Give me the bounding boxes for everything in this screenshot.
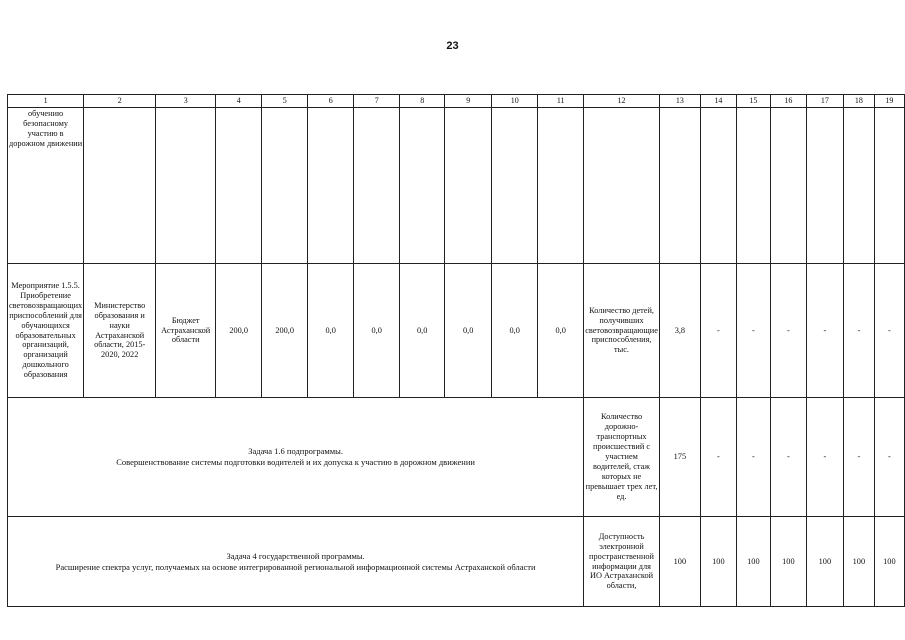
indicator-value: -	[770, 398, 806, 517]
indicator-cell: Количество дорожно-транспортных происшествий с участием водителей, стаж которых не превышает трех лет, ед.	[584, 398, 660, 517]
funding-source-cell: Бюджет Астраханской области	[156, 264, 216, 398]
empty-cell	[584, 108, 660, 264]
table-row	[8, 264, 905, 398]
executor-cell: Министерство образования и науки Астраханской области, 2015-2020, 2022	[84, 264, 156, 398]
empty-cell	[84, 108, 156, 264]
page-number: 23	[446, 40, 459, 52]
empty-cell	[538, 108, 584, 264]
column-number: 7	[354, 95, 400, 108]
column-number: 3	[156, 95, 216, 108]
task-title: Задача 1.6 подпрограммы.	[248, 446, 343, 457]
amount-cell: 0,0	[400, 264, 445, 398]
empty-cell	[874, 108, 904, 264]
table-row	[8, 398, 905, 517]
indicator-value: -	[736, 264, 770, 398]
column-number: 17	[806, 95, 843, 108]
indicator-value: 100	[700, 517, 736, 607]
indicator-value: 3,8	[659, 264, 700, 398]
indicator-value: 100	[659, 517, 700, 607]
column-number: 1	[8, 95, 84, 108]
column-number: 8	[400, 95, 445, 108]
empty-cell	[262, 108, 308, 264]
table-row	[8, 108, 905, 264]
indicator-value: -	[700, 398, 736, 517]
indicator-value: -	[770, 264, 806, 398]
column-number: 5	[262, 95, 308, 108]
task-text: Совершенствование системы подготовки водителей и их допуска к участию в дорожном движении	[116, 457, 475, 467]
empty-cell	[216, 108, 262, 264]
amount-cell: 0,0	[354, 264, 400, 398]
task-cell	[8, 398, 584, 517]
empty-cell	[659, 108, 700, 264]
column-number: 15	[736, 95, 770, 108]
program-table	[7, 94, 905, 607]
amount-cell: 0,0	[308, 264, 354, 398]
indicator-value: 100	[770, 517, 806, 607]
column-number: 14	[700, 95, 736, 108]
amount-cell: 0,0	[445, 264, 492, 398]
indicator-value: 100	[806, 517, 843, 607]
indicator-value: -	[806, 264, 843, 398]
indicator-cell: Количество детей, получивших световозвращающие приспособления, тыс.	[584, 264, 660, 398]
table-row	[8, 517, 905, 607]
empty-cell	[843, 108, 874, 264]
column-number: 16	[770, 95, 806, 108]
column-number: 4	[216, 95, 262, 108]
indicator-value: -	[736, 398, 770, 517]
indicator-value: -	[843, 264, 874, 398]
indicator-value: -	[843, 398, 874, 517]
column-number: 18	[843, 95, 874, 108]
indicator-value: 100	[874, 517, 904, 607]
empty-cell	[736, 108, 770, 264]
amount-cell: 0,0	[538, 264, 584, 398]
empty-cell	[806, 108, 843, 264]
column-number: 12	[584, 95, 660, 108]
empty-cell	[156, 108, 216, 264]
column-number: 11	[538, 95, 584, 108]
indicator-value: 100	[843, 517, 874, 607]
column-number: 9	[445, 95, 492, 108]
indicator-value: 100	[736, 517, 770, 607]
amount-cell: 0,0	[492, 264, 538, 398]
indicator-value: 175	[659, 398, 700, 517]
indicator-value: -	[874, 398, 904, 517]
empty-cell	[492, 108, 538, 264]
empty-cell	[700, 108, 736, 264]
task-cell	[8, 517, 584, 607]
column-number: 19	[874, 95, 904, 108]
indicator-value: -	[806, 398, 843, 517]
column-number: 6	[308, 95, 354, 108]
amount-cell: 200,0	[216, 264, 262, 398]
indicator-cell: Доступность электронной пространственной информации для ИО Астраханской области,	[584, 517, 660, 607]
column-number: 10	[492, 95, 538, 108]
column-number: 13	[659, 95, 700, 108]
column-number: 2	[84, 95, 156, 108]
empty-cell	[354, 108, 400, 264]
measure-name-continued: обучению безопасному участию в дорожном движении	[8, 108, 84, 264]
empty-cell	[400, 108, 445, 264]
column-number-row	[8, 95, 905, 108]
task-title: Задача 4 государственной программы.	[226, 550, 365, 561]
measure-name: Мероприятие 1.5.5. Приобретение световозвращающих приспособлений для обучающихся образовательных организаций, организаций дошкольного образования	[8, 264, 84, 398]
amount-cell: 200,0	[262, 264, 308, 398]
indicator-value: -	[700, 264, 736, 398]
task-text: Расширение спектра услуг, получаемых на основе интегрированной региональной информационной системы Астраханской области	[55, 561, 536, 572]
empty-cell	[770, 108, 806, 264]
empty-cell	[308, 108, 354, 264]
empty-cell	[445, 108, 492, 264]
indicator-value: -	[874, 264, 904, 398]
